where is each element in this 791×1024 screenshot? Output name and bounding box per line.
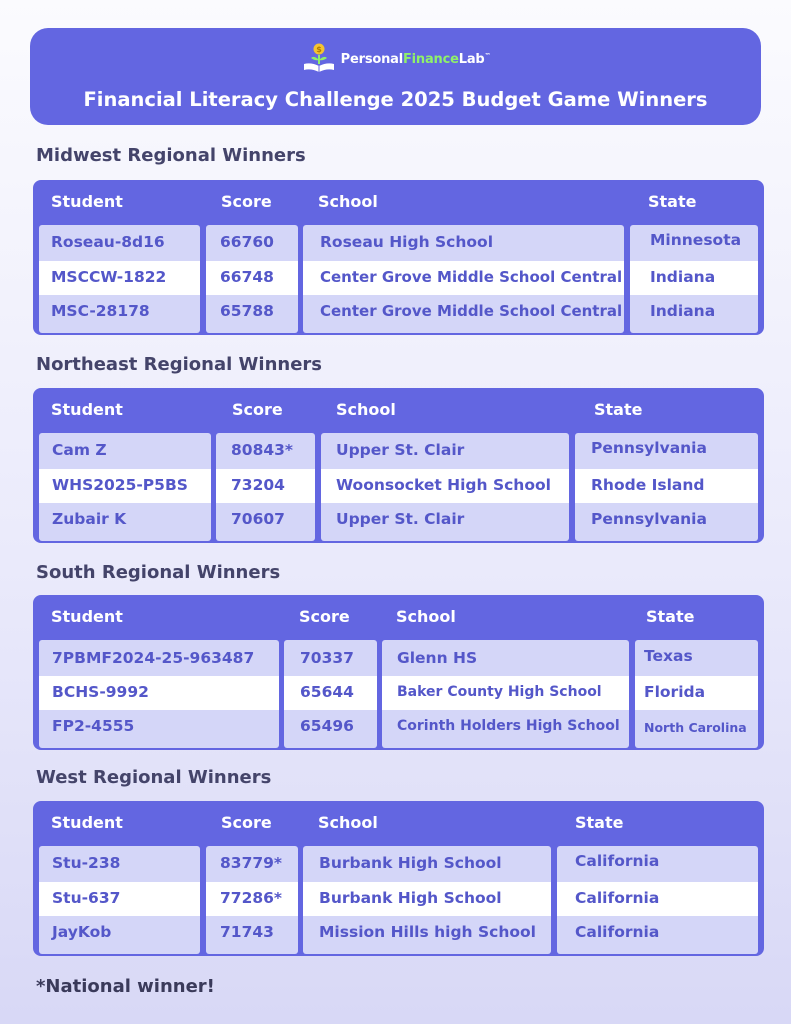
col-state	[635, 640, 758, 748]
cell-school: Roseau High School	[320, 233, 494, 251]
cell-state: California	[575, 852, 660, 870]
table-northeast	[33, 388, 764, 543]
col-header-score: Score	[221, 192, 272, 211]
col-score	[206, 225, 298, 333]
cell-school: Center Grove Middle School Central	[320, 302, 623, 320]
col-header-school: School	[396, 607, 456, 626]
col-header-score: Score	[299, 607, 350, 626]
cell-score: 66760	[220, 233, 274, 251]
cell-state: Florida	[644, 683, 706, 701]
col-header-state: State	[648, 192, 697, 211]
cell-state: Texas	[644, 647, 693, 665]
region-title-midwest: Midwest Regional Winners	[36, 145, 306, 166]
region-title-northeast: Northeast Regional Winners	[36, 354, 323, 375]
col-school	[321, 433, 569, 541]
cell-student: Zubair K	[52, 510, 127, 528]
cell-student: Stu-637	[52, 889, 121, 907]
col-student	[39, 846, 200, 954]
col-state	[630, 225, 758, 333]
cell-state: Indiana	[650, 302, 716, 320]
cell-student: FP2-4555	[52, 717, 135, 735]
col-header-score: Score	[221, 813, 272, 832]
col-student	[39, 433, 211, 541]
col-header-student: Student	[51, 607, 123, 626]
cell-state: California	[575, 889, 660, 907]
cell-student: JayKob	[52, 923, 112, 941]
col-state	[557, 846, 758, 954]
col-header-student: Student	[51, 400, 123, 419]
cell-school: Upper St. Clair	[336, 510, 465, 528]
table-south	[33, 595, 764, 750]
page-title: Financial Literacy Challenge 2025 Budget Game Winners	[83, 88, 708, 111]
cell-school: Mission Hills high School	[319, 923, 536, 941]
col-header-score: Score	[232, 400, 283, 419]
header-banner	[30, 28, 761, 125]
col-score	[216, 433, 315, 541]
col-score	[206, 846, 298, 954]
cell-school: Corinth Holders High School	[397, 718, 620, 734]
col-header-state: State	[575, 813, 624, 832]
col-student	[39, 225, 200, 333]
brand-name: PersonalFinanceLab™	[340, 51, 491, 67]
cell-state: Indiana	[650, 268, 716, 286]
cell-score: 80843*	[231, 441, 294, 459]
col-school	[303, 225, 624, 333]
cell-score: 71743	[220, 923, 274, 941]
col-header-school: School	[318, 813, 378, 832]
region-title-west: West Regional Winners	[36, 767, 272, 788]
cell-state: Pennsylvania	[591, 439, 707, 457]
cell-state: California	[575, 923, 660, 941]
region-title-south: South Regional Winners	[36, 562, 281, 583]
cell-school: Woonsocket High School	[336, 476, 551, 494]
cell-score: 77286*	[220, 889, 283, 907]
cell-student: Stu-238	[52, 854, 121, 872]
cell-school: Upper St. Clair	[336, 441, 465, 459]
cell-score: 70337	[300, 649, 354, 667]
svg-text:$: $	[315, 45, 322, 54]
cell-score: 83779*	[220, 854, 283, 872]
col-state	[575, 433, 758, 541]
col-header-state: State	[646, 607, 695, 626]
col-header-student: Student	[51, 192, 123, 211]
table-west	[33, 801, 764, 956]
cell-score: 70607	[231, 510, 285, 528]
table-midwest	[33, 180, 764, 335]
cell-score: 65644	[300, 683, 354, 701]
col-header-school: School	[318, 192, 378, 211]
cell-state: Rhode Island	[591, 476, 705, 494]
cell-school: Burbank High School	[319, 889, 502, 907]
cell-state: Pennsylvania	[591, 510, 707, 528]
cell-school: Burbank High School	[319, 854, 502, 872]
cell-student: 7PBMF2024-25-963487	[52, 649, 255, 667]
col-header-school: School	[336, 400, 396, 419]
cell-student: BCHS-9992	[52, 683, 149, 701]
cell-school: Center Grove Middle School Central	[320, 268, 623, 286]
cell-score: 65496	[300, 717, 354, 735]
col-student	[39, 640, 279, 748]
col-header-student: Student	[51, 813, 123, 832]
col-school	[382, 640, 629, 748]
cell-school: Baker County High School	[397, 684, 602, 700]
footnote: *National winner!	[36, 976, 215, 997]
cell-student: Cam Z	[52, 441, 107, 459]
cell-state: North Carolina	[644, 720, 747, 735]
cell-score: 65788	[220, 302, 274, 320]
cell-student: WHS2025-P5BS	[52, 476, 188, 494]
brand-logo	[30, 42, 761, 76]
col-header-state: State	[594, 400, 643, 419]
cell-score: 66748	[220, 268, 274, 286]
cell-state: Minnesota	[650, 231, 742, 249]
col-score	[284, 640, 377, 748]
cell-student: Roseau-8d16	[51, 233, 165, 251]
cell-student: MSCCW-1822	[51, 268, 167, 286]
book-coin-icon	[301, 42, 337, 76]
cell-school: Glenn HS	[397, 649, 478, 667]
col-school	[303, 846, 551, 954]
cell-score: 73204	[231, 476, 285, 494]
cell-student: MSC-28178	[51, 302, 150, 320]
